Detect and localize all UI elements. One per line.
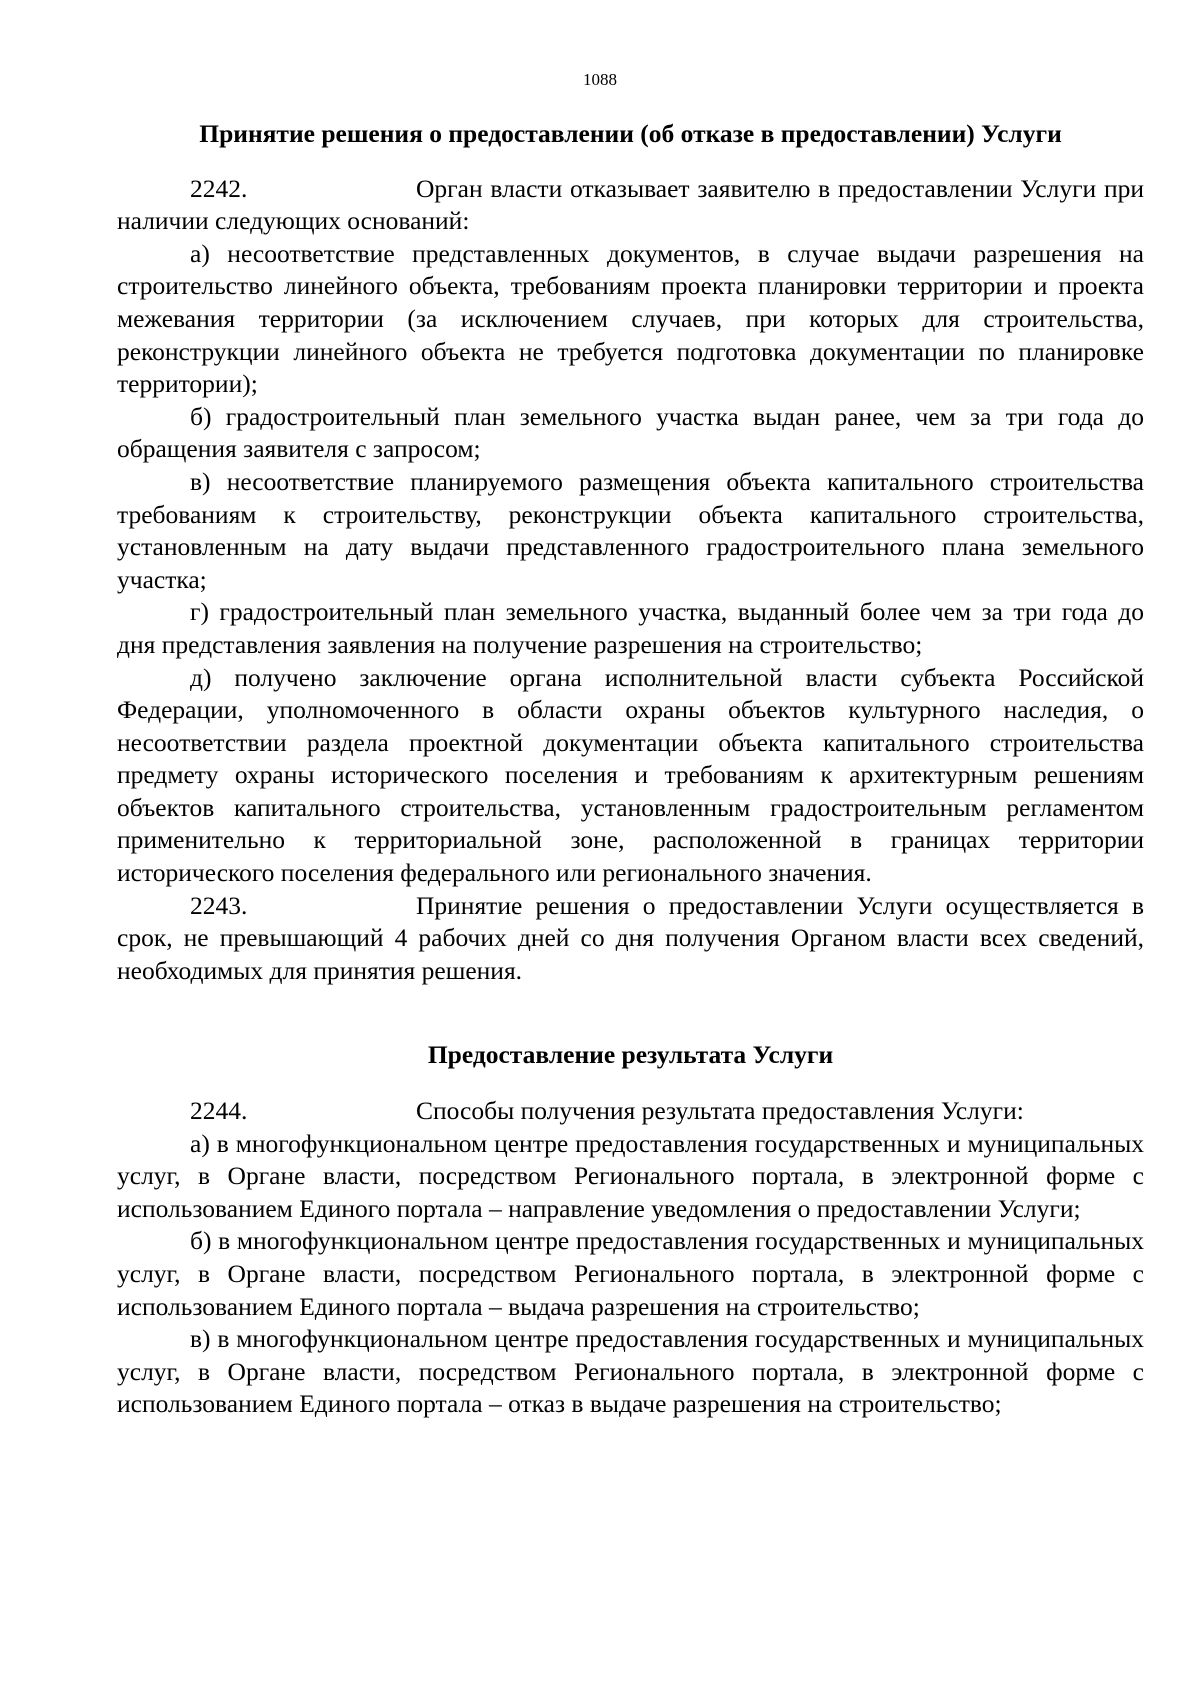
paragraph-text: Орган власти отказывает заявителю в предоставлении Услуги при наличии следующих оснований: bbox=[117, 173, 1144, 236]
list-item-g: г) градостроительный план земельного участка, выданный более чем за три года до дня представления заявления на получение разрешения на строительство; bbox=[117, 597, 1144, 659]
list-item-a: а) несоответствие представленных документов, в случае выдачи разрешения на строительство линейного объекта, требованиям проекта планировки территории и проекта межевания территории (за исключением случаев, при которых для строительства, реконструкции линейного объекта не требуется подготовка документации по планировке территории); bbox=[117, 238, 1144, 399]
section-heading-result: Предоставление результата Услуги bbox=[427, 1040, 834, 1070]
paragraph-text: Способы получения результата предоставления Услуги: bbox=[416, 1096, 1024, 1126]
paragraph-2243 bbox=[117, 890, 1144, 988]
paragraph-2244 bbox=[117, 1095, 1144, 1128]
list-item-d: д) получено заключение органа исполнительной власти субъекта Российской Федерации, уполномоченного в области охраны объектов культурного наследия, о несоответствии раздела проектной документации объекта капитального строительства предмету охраны исторического поселения и требованиям к архитектурным решениям объектов капитального строительства, установленным градостроительным регламентом применительно к территориальной зоне, расположенной в границах территории исторического поселения федерального или регионального значения. bbox=[117, 662, 1144, 888]
list-item-b: б) в многофункциональном центре предоставления государственных и муниципальных услуг, в Органе власти, посредством Регионального портала, в электронной форме с использованием Единого портала – выдача разрешения на строительство; bbox=[117, 1226, 1144, 1321]
paragraph-number: 2242. bbox=[190, 173, 248, 203]
paragraph-2242 bbox=[117, 173, 1144, 238]
document-body bbox=[117, 118, 1144, 1421]
section-heading-decision: Принятие решения о предоставлении (об отказе в предоставлении) Услуги bbox=[199, 119, 1062, 148]
paragraph-number: 2243. bbox=[190, 890, 248, 920]
list-item-b: б) градостроительный план земельного участка выдан ранее, чем за три года до обращения заявителя с запросом; bbox=[117, 401, 1144, 464]
page-number: 1088 bbox=[583, 70, 617, 89]
paragraph-number: 2244. bbox=[190, 1096, 248, 1126]
list-item-v: в) в многофункциональном центре предоставления государственных и муниципальных услуг, в Органе власти, посредством Регионального портала, в электронной форме с использованием Единого портала – отказ в выдаче разрешения на строительство; bbox=[117, 1324, 1144, 1419]
list-item-v: в) несоответствие планируемого размещения объекта капитального строительства требованиям к строительству, реконструкции объекта капитального строительства, установленным на дату выдачи представленного градостроительного плана земельного участка; bbox=[117, 466, 1144, 594]
list-item-a: а) в многофункциональном центре предоставления государственных и муниципальных услуг, в Органе власти, посредством Регионального портала, в электронной форме с использованием Единого портала – направление уведомления о предоставлении Услуги; bbox=[117, 1128, 1144, 1223]
paragraph-text: Принятие решения о предоставлении Услуги осуществляется в срок, не превышающий 4 рабочих дней со дня получения Органом власти всех сведений, необходимых для принятия решения. bbox=[117, 890, 1144, 985]
